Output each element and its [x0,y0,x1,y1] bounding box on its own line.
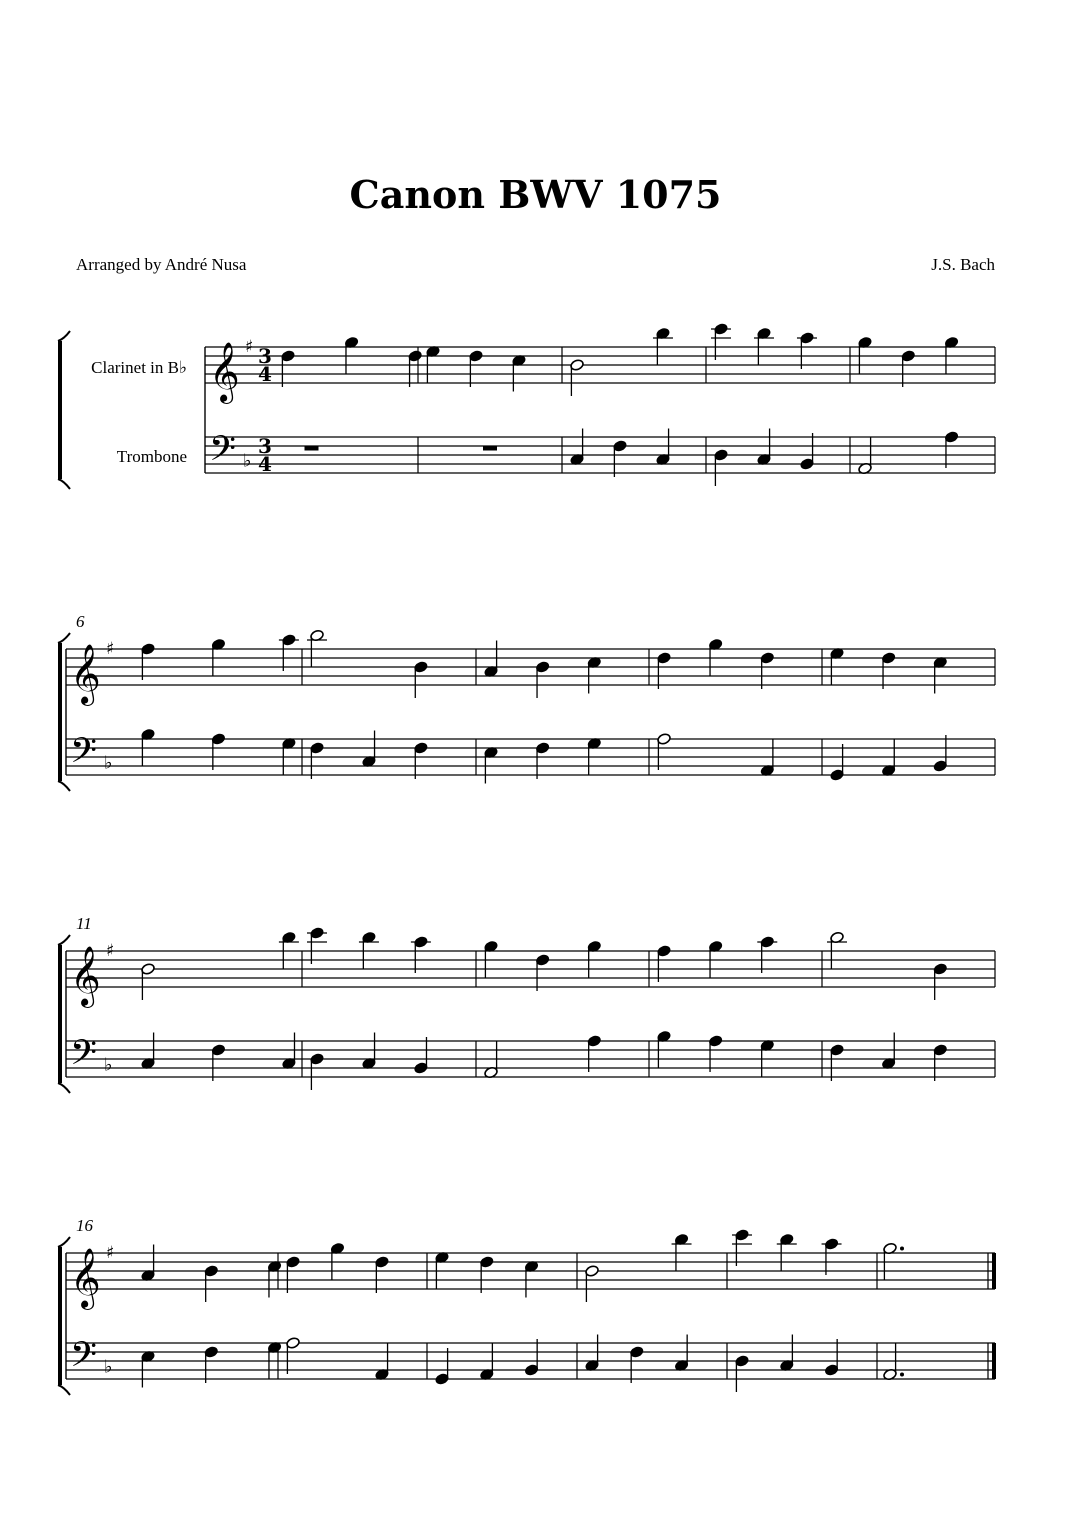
whole-rest [305,446,319,451]
sharp-icon: ♯ [245,337,254,357]
flat-icon: ♭ [104,1356,113,1378]
flat-icon: ♭ [243,450,252,472]
instrument-name-trombone: Trombone [116,447,187,466]
time-signature-top: 3 [258,344,272,368]
system-bracket [58,945,62,1083]
measure-number: 16 [76,1216,93,1235]
flat-icon: ♭ [104,1054,113,1076]
system-bracket [58,643,62,781]
augmentation-dot [900,1373,904,1377]
bass-clef-icon: 𝄢 [209,428,237,477]
bass-clef-icon: 𝄢 [70,730,98,779]
treble-clef-icon: 𝄞 [209,342,240,402]
time-signature-top: 3 [258,434,272,458]
treble-clef-icon: 𝄞 [70,946,101,1006]
system-bracket [58,1247,62,1385]
sharp-icon: ♯ [106,639,115,659]
bracket-hook-top [58,633,70,643]
time-signature-bottom: 4 [258,452,272,476]
augmentation-dot [900,1247,904,1251]
composer-credit: J.S. Bach [931,255,995,274]
instrument-name-clarinet: Clarinet in B♭ [91,358,187,377]
treble-clef-icon: 𝄞 [70,644,101,704]
measure-number: 6 [76,612,85,631]
bracket-hook-top [58,1237,70,1247]
bracket-hook-bottom [58,479,70,489]
system-bracket [58,341,62,479]
bass-clef-icon: 𝄢 [70,1334,98,1383]
bracket-hook-bottom [58,1385,70,1395]
arranger-credit: Arranged by André Nusa [76,255,247,274]
bracket-hook-top [58,935,70,945]
bracket-hook-bottom [58,781,70,791]
measure-number: 11 [76,914,92,933]
final-barline [992,1343,996,1379]
time-signature-bottom: 4 [258,362,272,386]
sharp-icon: ♯ [106,1243,115,1263]
sharp-icon: ♯ [106,941,115,961]
whole-rest [483,446,497,451]
bracket-hook-bottom [58,1083,70,1093]
flat-icon: ♭ [104,752,113,774]
bracket-hook-top [58,331,70,341]
final-barline [992,1253,996,1289]
score-title: Canon BWV 1075 [349,172,722,217]
bass-clef-icon: 𝄢 [70,1032,98,1081]
treble-clef-icon: 𝄞 [70,1248,101,1308]
